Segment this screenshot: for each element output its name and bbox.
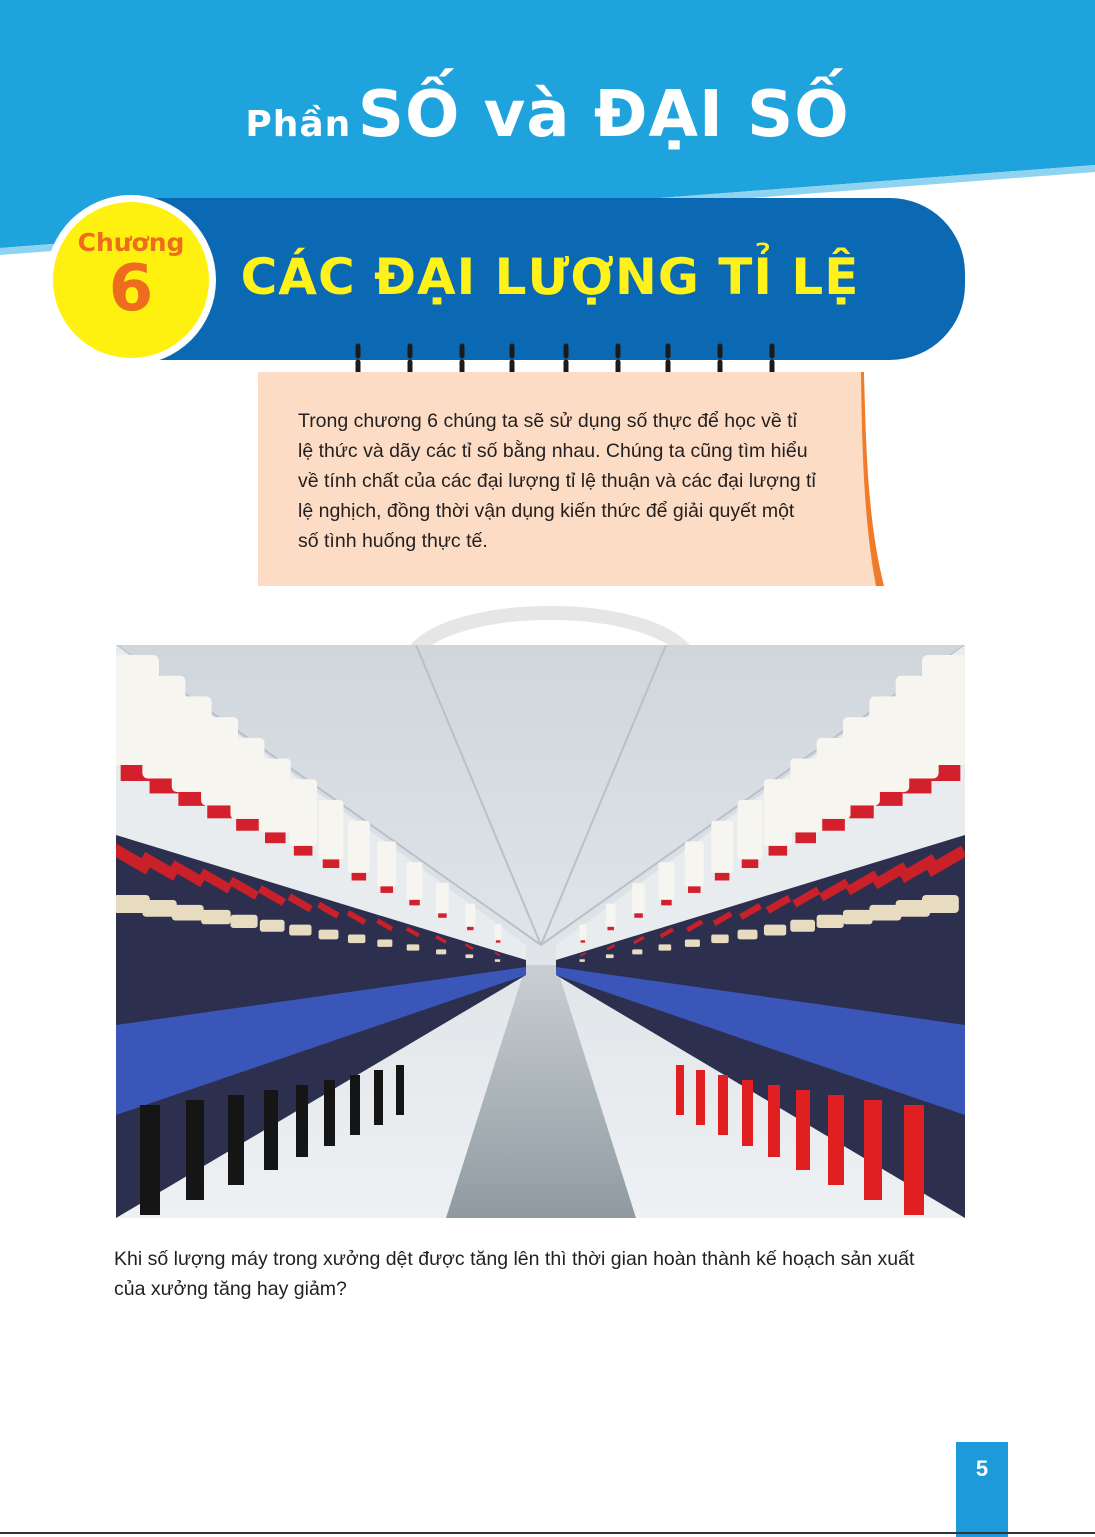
red-cap (236, 819, 259, 831)
red-cap (742, 859, 759, 868)
roving-spool (465, 954, 473, 958)
red-cap (178, 792, 205, 806)
intro-line: về tính chất của các đại lượng tỉ lệ thuận và các đại lượng tỉ (298, 470, 816, 492)
red-cap (715, 873, 730, 881)
red-cap (849, 805, 874, 818)
roving-spool (817, 915, 844, 928)
roving-spool (632, 949, 642, 954)
red-cap (409, 900, 420, 905)
red-cap (380, 886, 393, 893)
chapter-number: 6 (108, 252, 154, 326)
roving-spool (289, 925, 311, 936)
chapter-badge (53, 202, 209, 358)
yarn-cone (632, 883, 645, 913)
red-cap (294, 846, 313, 856)
roving-spool (201, 910, 231, 924)
intro-line: lệ thức và dãy các tỉ số bằng nhau. Chúng ta cũng tìm hiểu (298, 440, 808, 462)
roving-spool (142, 900, 176, 917)
red-cap (467, 927, 473, 930)
roving-spool (685, 939, 700, 946)
red-cap (607, 927, 613, 930)
question-line: của xưởng tăng hay giảm? (114, 1278, 347, 1300)
red-cap (876, 792, 903, 806)
roving-spool (843, 910, 873, 924)
yarn-cone (738, 800, 763, 859)
roving-spool (407, 944, 420, 950)
yarn-cone (659, 862, 675, 900)
red-cap (634, 913, 642, 917)
roving-spool (869, 905, 901, 921)
roving-spool (495, 959, 500, 962)
yarn-cone (230, 738, 264, 819)
roving-spool (172, 905, 204, 921)
red-cap (352, 873, 367, 881)
bottom-rule (0, 1532, 1095, 1534)
intro-box-edge (858, 372, 884, 586)
yarn-cone (495, 924, 502, 940)
yarn-cone (580, 924, 587, 940)
part-prefix: Phần (245, 104, 352, 145)
roving-spool (260, 920, 285, 932)
intro-line: lệ nghịch, đồng thời vận dụng kiến thức để giải quyết một (298, 500, 795, 522)
yarn-cone (319, 800, 344, 859)
yarn-cone (289, 779, 317, 846)
roving-spool (764, 925, 786, 936)
yarn-cone (790, 759, 821, 833)
yarn-cone (685, 841, 704, 886)
part-title (0, 78, 1095, 152)
red-cap (688, 886, 701, 893)
roving-spool (790, 920, 815, 932)
question-text (114, 1244, 974, 1304)
red-cap (795, 832, 816, 843)
red-cap (822, 819, 845, 831)
question-line: Khi số lượng máy trong xưởng dệt được tăng lên thì thời gian hoàn thành kế hoạch sản xuất (114, 1248, 915, 1270)
roving-spool (738, 930, 758, 940)
yarn-cone (407, 862, 423, 900)
roving-spool (230, 915, 257, 928)
roving-spool (659, 944, 672, 950)
roving-spool (711, 935, 728, 944)
intro-line: Trong chương 6 chúng ta sẽ sử dụng số thực để học về tỉ (298, 410, 797, 432)
yarn-cone (348, 821, 370, 873)
yarn-cone (260, 759, 291, 833)
intro-text (298, 406, 833, 556)
roving-spool (436, 949, 446, 954)
red-cap (496, 940, 500, 942)
yarn-cone (436, 883, 449, 913)
roving-spool (319, 930, 339, 940)
yarn-cone (817, 738, 851, 819)
red-cap (323, 859, 340, 868)
roving-spool (580, 959, 585, 962)
yarn-cone (465, 904, 475, 927)
red-cap (207, 805, 232, 818)
yarn-cone (606, 904, 616, 927)
chapter-label: Chương (77, 228, 185, 257)
yarn-cone (764, 779, 792, 846)
part-heading: SỐ và ĐẠI SỐ (357, 78, 850, 152)
roving-spool (348, 935, 365, 944)
red-cap (661, 900, 672, 905)
roving-spool (606, 954, 614, 958)
textile-mill-photo (116, 645, 965, 1218)
red-cap (438, 913, 446, 917)
red-cap (581, 940, 585, 942)
yarn-cone (377, 841, 396, 886)
red-cap (769, 846, 788, 856)
red-cap (265, 832, 286, 843)
page-number: 5 (975, 1456, 989, 1481)
chapter-title: CÁC ĐẠI LƯỢNG TỈ LỆ (240, 248, 860, 306)
roving-spool (377, 939, 392, 946)
yarn-cone (711, 821, 733, 873)
intro-line: số tình huống thực tế. (298, 530, 488, 552)
